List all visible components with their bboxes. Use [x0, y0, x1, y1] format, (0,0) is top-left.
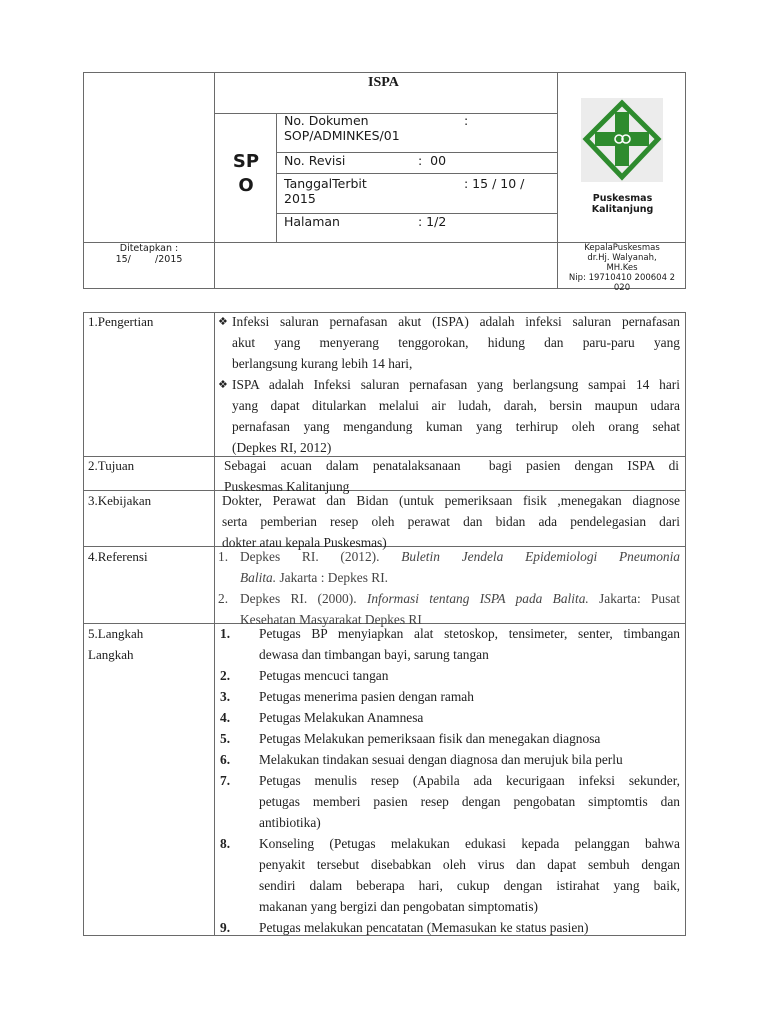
step-item: [220, 749, 680, 770]
step-line: Petugas Melakukan Anamnesa: [259, 710, 424, 725]
step-item: [220, 770, 680, 833]
no-revisi-value: : 00: [418, 153, 447, 168]
document-title: ISPA: [368, 75, 399, 90]
bullet-diamond-icon: ❖: [218, 378, 228, 391]
tanggal-terbit-value: : 15 / 10 /: [464, 176, 525, 191]
reference-item: 2. Depkes RI. (2000). Informasi tentang ISPA pada Balita. Jakarta: Pusat Kesehatan Masyarakat Depkes RI: [218, 591, 680, 627]
langkah-steps: [220, 623, 680, 938]
spo-label: SP O: [232, 151, 260, 196]
step-number: 4.: [220, 710, 231, 725]
tanggal-terbit-label: TanggalTerbit: [284, 176, 367, 191]
step-line: antibiotika): [259, 815, 321, 830]
no-revisi-label: No. Revisi: [284, 153, 346, 168]
pengertian-content: [218, 311, 680, 458]
step-item: [220, 623, 680, 665]
tanggal-terbit-year: 2015: [284, 191, 316, 206]
step-number: 7.: [220, 773, 231, 788]
step-line: makanan yang bergizi dan pengobatan simptomatis): [259, 899, 539, 914]
step-line: Konseling (Petugas melakukan edukasi kepada pelanggan bahwa: [259, 836, 680, 851]
step-line: Petugas melakukan pencatatan (Memasukan ke status pasien): [259, 920, 589, 935]
step-line: Melakukan tindakan sesuai dengan diagnosa dan merujuk bila perlu: [259, 752, 623, 767]
tujuan-label: 2.Tujuan: [88, 458, 135, 473]
puskesmas-name: Puskesmas Kalitanjung: [591, 193, 654, 215]
ditetapkan-block: Ditetapkan : 15/ /2015: [115, 243, 183, 265]
step-line: petugas memberi pasien resep dengan pengobatan simptomtis dan: [259, 794, 680, 809]
step-line: dewasa dan timbangan bayi, sarung tangan: [259, 647, 489, 662]
step-line: Petugas BP menyiapkan alat stetoskop, tensimeter, senter, timbangan: [259, 626, 680, 641]
kepala-puskesmas-block: KepalaPuskesmas dr.Hj. Walyanah, MH.Kes Nip: 19710410 200604 2 020: [568, 243, 676, 293]
step-number: 2.: [220, 668, 231, 683]
puskesmas-cross-icon: [581, 98, 663, 182]
step-line: penyakit tersebut disebabkan oleh virus dan dapat sembuh dengan: [259, 857, 680, 872]
step-number: 6.: [220, 752, 231, 767]
referensi-content: [218, 546, 680, 630]
step-line: Petugas menulis resep (Apabila ada kecurigaan infeksi sekunder,: [259, 773, 680, 788]
step-item: [220, 707, 680, 728]
pengertian-line: ISPA adalah Infeksi saluran pernafasan yang berlangsung sampai 14 hari: [232, 377, 680, 392]
tujuan-line: Sebagai acuan dalam penatalaksanaan bagi pasien dengan ISPA di: [224, 458, 679, 473]
kebijakan-label: 3.Kebijakan: [88, 493, 152, 508]
step-line: sendiri dalam beberapa hari, cukup dengan istirahat yang baik,: [259, 878, 680, 893]
step-item: [220, 686, 680, 707]
no-dokumen-label: No. Dokumen: [284, 113, 369, 128]
bullet-diamond-icon: ❖: [218, 315, 228, 328]
pengertian-line: akut yang menyerang tenggorokan, hidung dan paru-paru yang: [232, 335, 680, 350]
pengertian-line: berlangsung kurang lebih 14 hari,: [232, 356, 413, 371]
step-line: Petugas mencuci tangan: [259, 668, 389, 683]
pengertian-label: 1.Pengertian: [88, 314, 154, 329]
reference-item: 1. Depkes RI. (2012). Buletin Jendela Epidemiologi Pneumonia Balita. Jakarta : Depkes RI.: [218, 549, 680, 585]
step-item: [220, 917, 680, 938]
kebijakan-line: dokter atau kepala Puskesmas): [222, 535, 387, 550]
halaman-value: : 1/2: [418, 214, 447, 229]
step-item: [220, 665, 680, 686]
kebijakan-content: [222, 490, 680, 553]
referensi-label: 4.Referensi: [88, 549, 148, 564]
no-dokumen-value: SOP/ADMINKES/01: [284, 128, 400, 143]
pengertian-line: yang dapat ditularkan melalui air ludah, darah, bersin maupun udara: [232, 398, 680, 413]
step-number: 8.: [220, 836, 231, 851]
kebijakan-line: Dokter, Perawat dan Bidan (untuk pemeriksaan fisik ,menegakan diagnose: [222, 493, 680, 508]
pengertian-line: pernafasan yang mengandung kuman yang terhirup oleh orang sehat: [232, 419, 680, 434]
puskesmas-logo: [581, 98, 663, 182]
tujuan-line: Puskesmas Kalitanjung: [224, 479, 350, 494]
step-number: 9.: [220, 920, 231, 935]
halaman-label: Halaman: [284, 214, 340, 229]
step-item: [220, 728, 680, 749]
step-number: 5.: [220, 731, 231, 746]
pengertian-line: (Depkes RI, 2012): [232, 440, 332, 455]
step-item: [220, 833, 680, 917]
pengertian-line: Infeksi saluran pernafasan akut (ISPA) adalah infeksi saluran pernafasan: [232, 314, 680, 329]
step-number: 3.: [220, 689, 231, 704]
step-line: Petugas Melakukan pemeriksaan fisik dan menegakan diagnosa: [259, 731, 601, 746]
no-dokumen-colon: :: [464, 113, 469, 128]
kebijakan-line: serta pemberian resep oleh perawat dan bidan ada pendelegasian dari: [222, 514, 680, 529]
langkah-label: 5.Langkah Langkah: [88, 626, 144, 662]
step-number: 1.: [220, 626, 231, 641]
step-line: Petugas menerima pasien dengan ramah: [259, 689, 474, 704]
